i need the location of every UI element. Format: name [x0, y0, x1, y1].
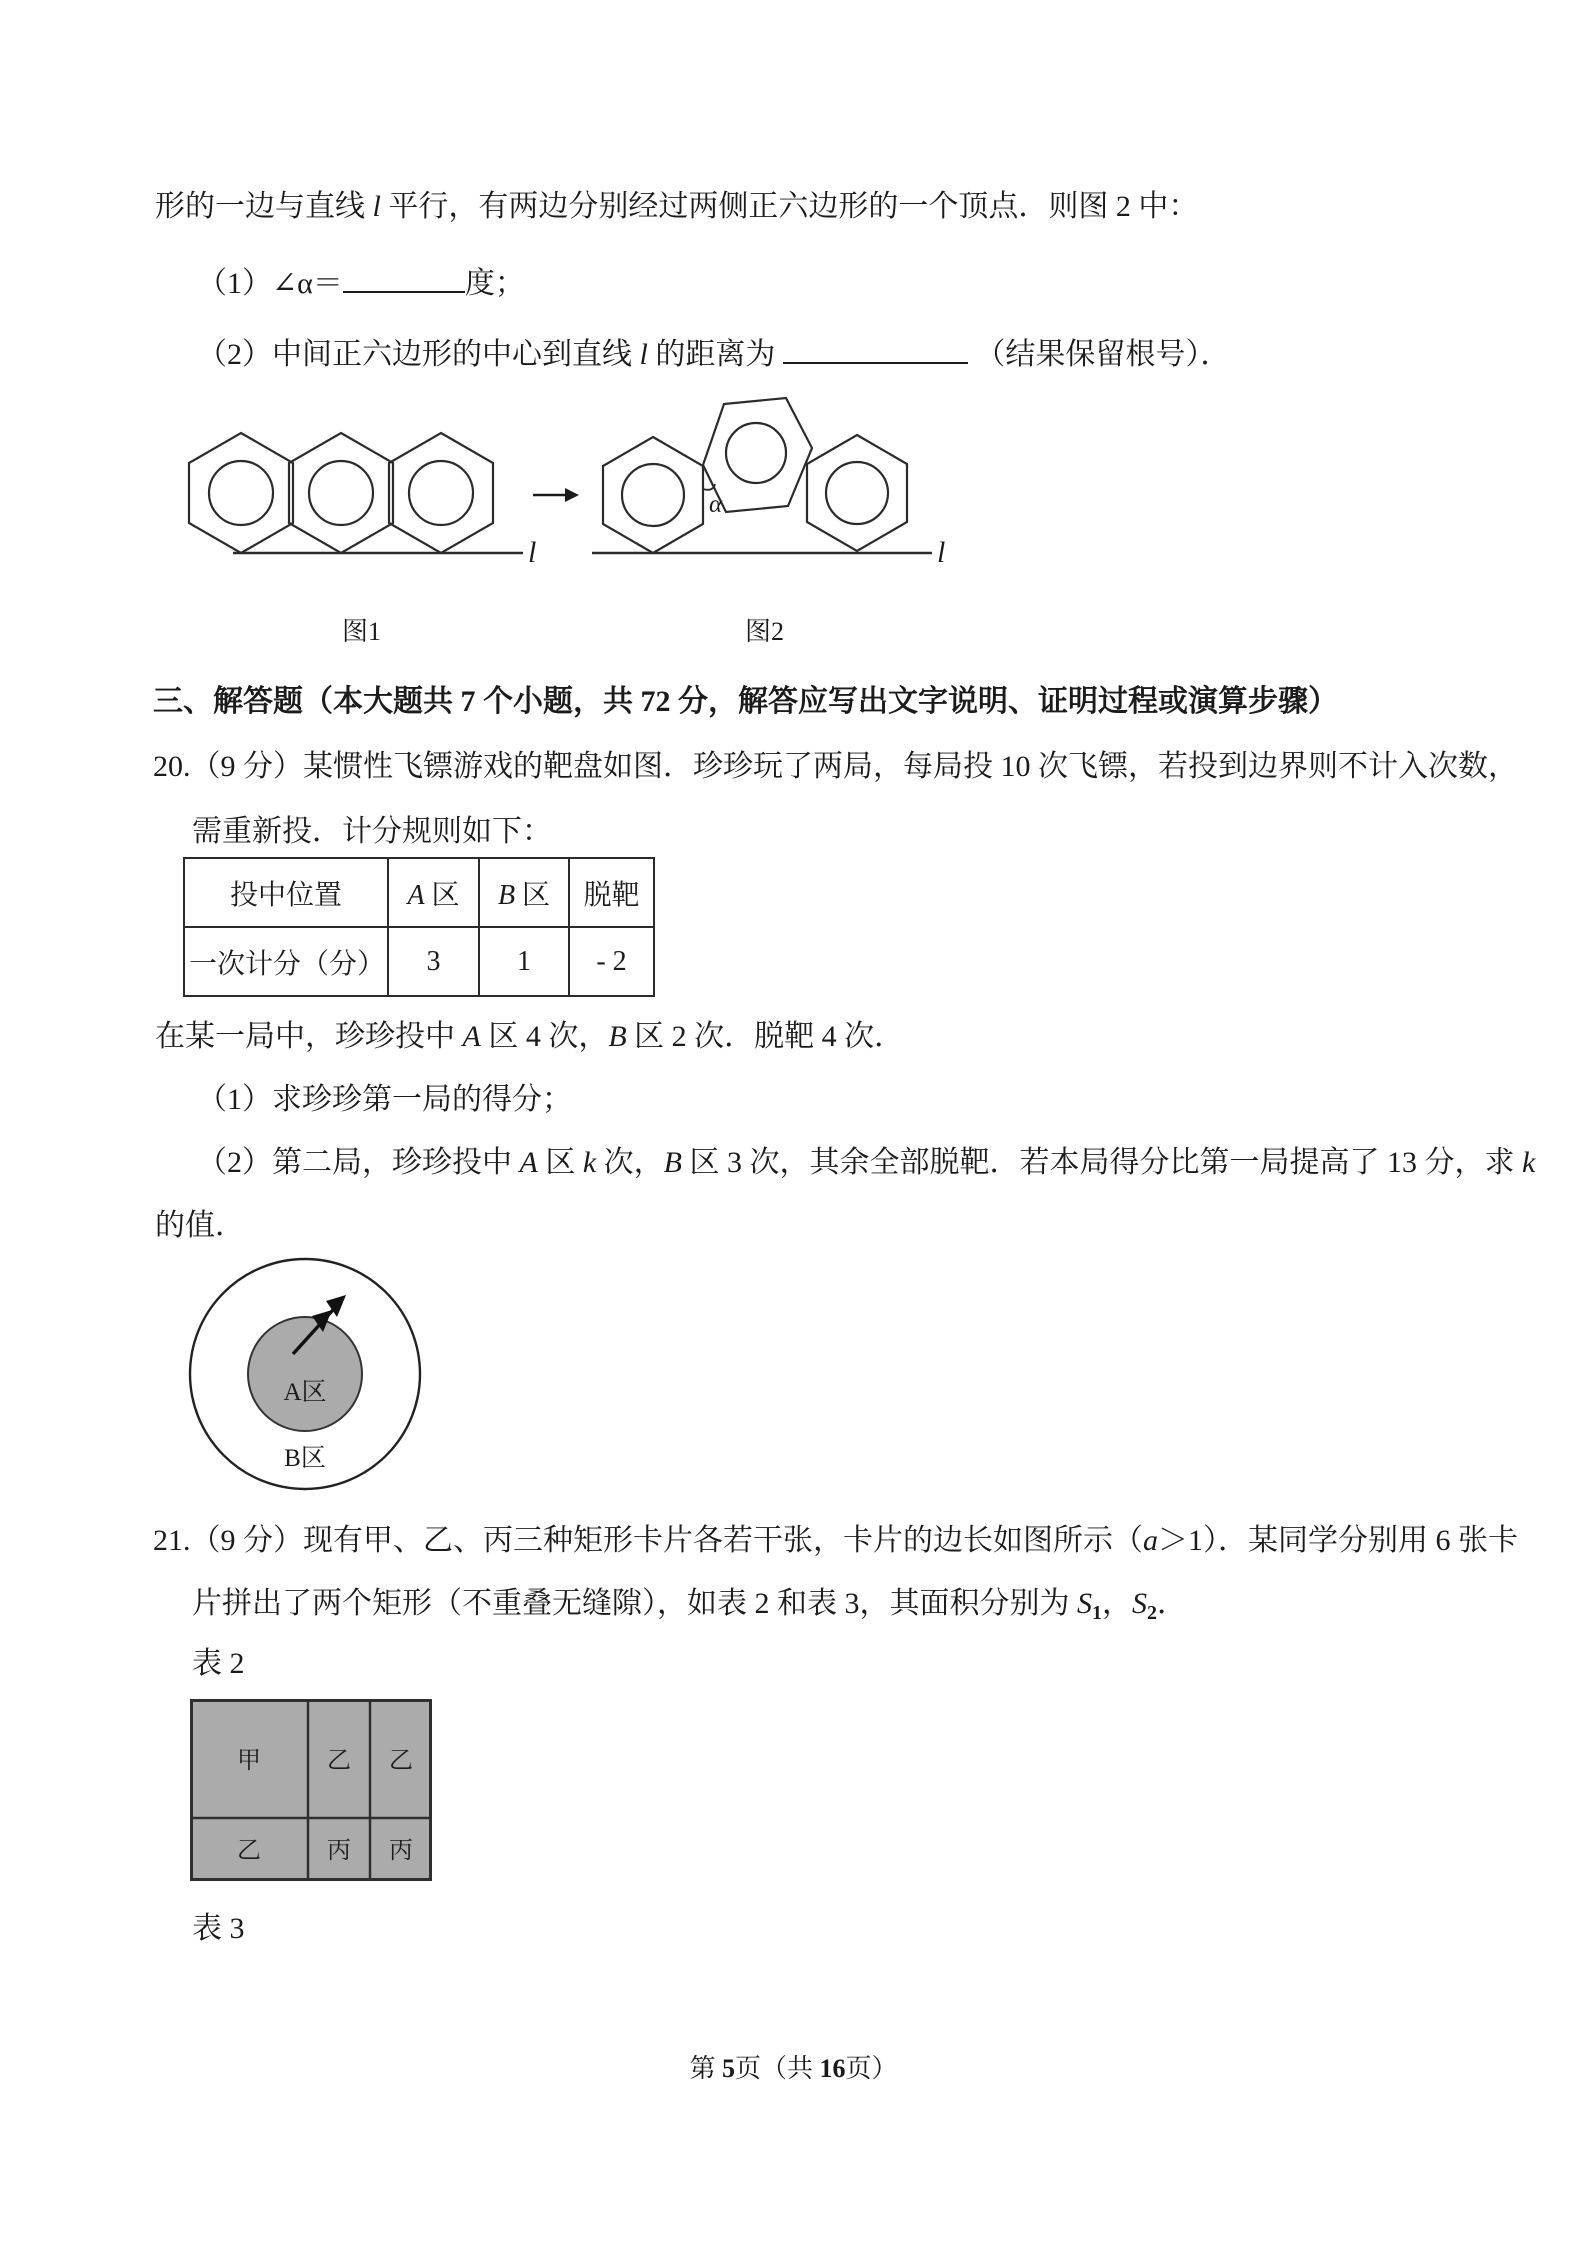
score-table-value-row [184, 927, 654, 996]
card-cell-label: 丙 [327, 1838, 351, 1864]
page-footer: 第 5页（共 16页） [689, 2054, 898, 2083]
card-cell-label: 乙 [389, 1748, 413, 1774]
fig2-line-label: l [937, 536, 946, 569]
score-table-cell: 投中位置 [184, 858, 388, 927]
q21-line1: 21.（9 分）现有甲、乙、丙三种矩形卡片各若干张，卡片的边长如图所示（a＞1）．某同学分别用 6 张卡 [153, 1524, 1518, 1557]
table3-label: 表 3 [192, 1912, 245, 1945]
q20-line1: 20.（9 分）某惯性飞镖游戏的靶盘如图．珍珍玩了两局，每局投 10 次飞镖，若投到边界则不计入次数， [153, 750, 1518, 783]
score-table-cell: 1 [479, 927, 569, 996]
q20-line3: 在某一局中，珍珍投中 A 区 4 次，B 区 2 次．脱靶 4 次． [155, 1020, 905, 1053]
intro-line: 形的一边与直线 l 平行，有两边分别经过两侧正六边形的一个顶点．则图 2 中： [155, 190, 1199, 223]
score-table-cell: 一次计分（分） [184, 927, 388, 996]
question-blank-item-2: （2）中间正六边形的中心到直线 l 的距离为 （结果保留根号）． [197, 332, 1230, 374]
fig1-line-label: l [528, 536, 537, 569]
q21-line2: 片拼出了两个矩形（不重叠无缝隙），如表 2 和表 3，其面积分别为 $S_1$，$S_2$． [192, 1587, 1187, 1624]
card-cell-label: 甲 [237, 1748, 261, 1774]
alpha-label: α [709, 491, 723, 518]
score-table-cell: 脱靶 [569, 858, 654, 927]
score-table-cell: - 2 [569, 927, 654, 996]
score-table-cell: B 区 [479, 858, 569, 927]
score-table-cell: 3 [388, 927, 479, 996]
q20-item2-continuation: 的值． [155, 1209, 245, 1242]
section-heading: 三、解答题（本大题共 7 个小题，共 72 分，解答应写出文字说明、证明过程或演算步骤） [153, 685, 1338, 718]
fig1-caption: 图1 [342, 617, 382, 646]
q20-item1: （1）求珍珍第一局的得分； [197, 1083, 572, 1116]
zone-a-label: A区 [283, 1379, 327, 1406]
q20-line2: 需重新投．计分规则如下： [192, 815, 552, 848]
q20-item2: （2）第二局，珍珍投中 A 区 k 次，B 区 3 次，其余全部脱靶．若本局得分比第一局提高了 13 分，求 k [197, 1146, 1536, 1179]
transform-arrow-icon [533, 488, 579, 502]
score-table-header-row [184, 858, 654, 927]
score-table-cell: A 区 [388, 858, 479, 927]
dartboard-figure [175, 1248, 435, 1500]
question-blank-item-1: （1）∠α＝ 度； [197, 261, 525, 303]
hexagon-figures [160, 395, 960, 575]
fig1-hexagons [189, 433, 523, 553]
fig2-hexagons [592, 398, 932, 553]
card-grid-figure [190, 1699, 432, 1881]
fig2-caption: 图2 [745, 617, 785, 646]
card-cell-label: 乙 [237, 1838, 261, 1864]
score-table [183, 857, 655, 997]
card-cell-label: 丙 [389, 1838, 413, 1864]
card-cell-label: 乙 [327, 1748, 351, 1774]
zone-b-label: B区 [284, 1445, 326, 1472]
dartboard-inner-zone [248, 1317, 362, 1431]
table2-label: 表 2 [192, 1647, 245, 1680]
